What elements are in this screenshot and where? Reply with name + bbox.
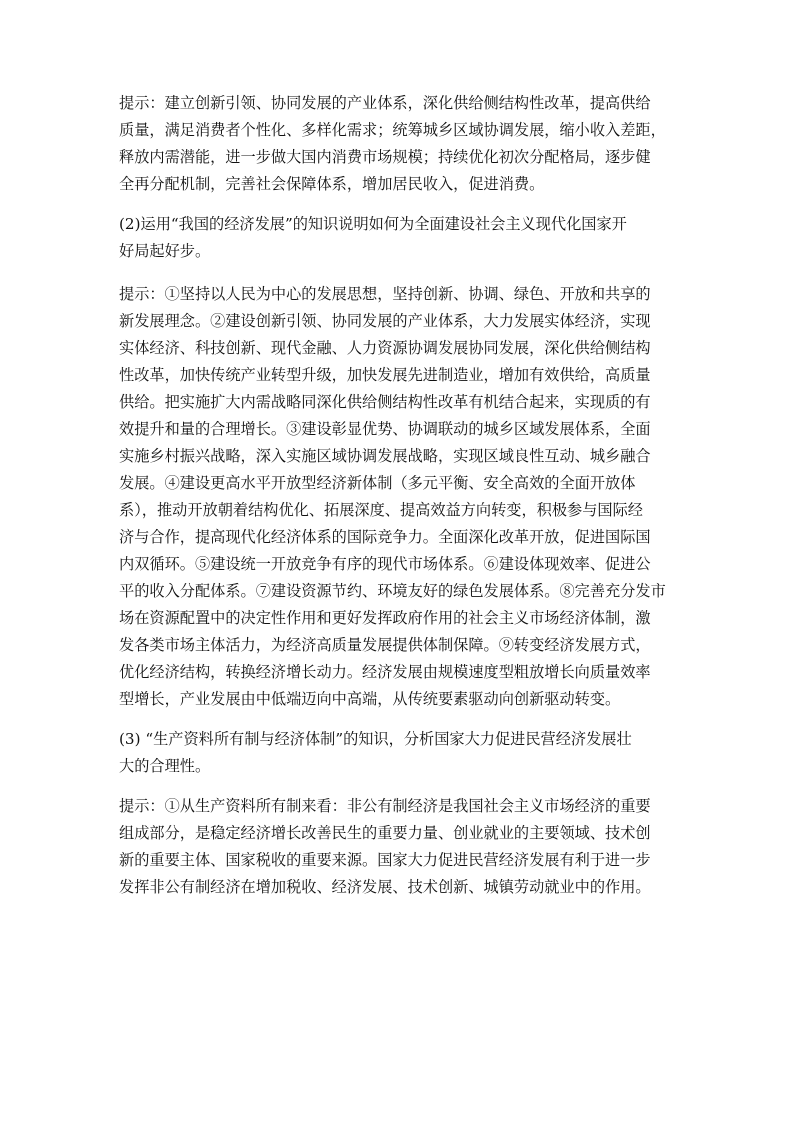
text-line: 内双循环。⑤建设统一开放竞争有序的现代市场体系。⑥建设体现效率、促进公	[119, 555, 651, 573]
text-line: 全再分配机制，完善社会保障体系，增加居民收入，促进消费。	[119, 175, 545, 193]
text-line: 好局起好步。	[119, 242, 211, 260]
text-line: 提示：建立创新引领、协同发展的产业体系，深化供给侧结构性改革，提高供给	[119, 94, 651, 112]
text-line: 济与合作，提高现代化经济体系的国际竞争力。全面深化改革开放，促进国际国	[119, 528, 651, 546]
text-line: 质量，满足消费者个性化、多样化需求；统筹城乡区域协调发展，缩小收入差距，	[119, 121, 666, 139]
text-line: 效提升和量的合理增长。③建设彰显优势、协调联动的城乡区域发展体系，全面	[119, 420, 651, 438]
question-paragraph-2	[119, 211, 679, 265]
text-line: 性改革，加快传统产业转型升级，加快发展先进制造业，增加有效供给，高质量	[119, 366, 651, 384]
text-line: 组成部分，是稳定经济增长改善民生的重要力量、创业就业的主要领域、技术创	[119, 824, 651, 842]
paragraph-spacer	[119, 198, 679, 211]
paragraph-spacer	[119, 265, 679, 281]
text-line: 发挥非公有制经济在增加税收、经济发展、技术创新、城镇劳动就业中的作用。	[119, 878, 651, 896]
answer-paragraph-1	[119, 90, 679, 198]
answer-paragraph-3	[119, 793, 679, 901]
text-line: 实体经济、科技创新、现代金融、人力资源协调发展协同发展，深化供给侧结构	[119, 339, 651, 357]
text-line: 大的合理性。	[119, 757, 211, 775]
text-line: 释放内需潜能，进一步做大国内消费市场规模；持续优化初次分配格局，逐步健	[119, 148, 651, 166]
paragraph-spacer	[119, 780, 679, 793]
text-line: 发各类市场主体活力，为经济高质量发展提供体制保障。⑨转变经济发展方式，	[119, 636, 651, 654]
text-line: 提示：①坚持以人民为中心的发展思想，坚持创新、协调、绿色、开放和共享的	[119, 285, 651, 303]
paragraph-spacer	[119, 713, 679, 726]
text-line: (2)运用“我国的经济发展”的知识说明如何为全面建设社会主义现代化国家开	[119, 215, 627, 233]
text-line: 新发展理念。②建设创新引领、协同发展的产业体系，大力发展实体经济，实现	[119, 312, 651, 330]
text-line: 供给。把实施扩大内需战略同深化供给侧结构性改革有机结合起来，实现质的有	[119, 393, 651, 411]
text-line: (3) “生产资料所有制与经济体制”的知识，分析国家大力促进民营经济发展壮	[119, 730, 632, 748]
document-page	[119, 90, 679, 901]
question-paragraph-3	[119, 726, 679, 780]
text-line: 型增长，产业发展由中低端迈向中高端，从传统要素驱动向创新驱动转变。	[119, 690, 621, 708]
text-line: 新的重要主体、国家税收的重要来源。国家大力促进民营经济发展有利于进一步	[119, 851, 651, 869]
text-line: 发展。④建设更高水平开放型经济新体制（多元平衡、安全高效的全面开放体	[119, 474, 636, 492]
text-line: 实施乡村振兴战略，深入实施区域协调发展战略，实现区域良性互动、城乡融合	[119, 447, 651, 465]
text-line: 提示：①从生产资料所有制来看：非公有制经济是我国社会主义市场经济的重要	[119, 797, 651, 815]
text-line: 场在资源配置中的决定性作用和更好发挥政府作用的社会主义市场经济体制，激	[119, 609, 651, 627]
text-line: 优化经济结构，转换经济增长动力。经济发展由规模速度型粗放增长向质量效率	[119, 663, 651, 681]
text-line: 系），推动开放朝着结构优化、拓展深度、提高效益方向转变，积极参与国际经	[119, 501, 643, 519]
answer-paragraph-2	[119, 281, 679, 713]
text-line: 平的收入分配体系。⑦建设资源节约、环境友好的绿色发展体系。⑧完善充分发市	[119, 582, 666, 600]
